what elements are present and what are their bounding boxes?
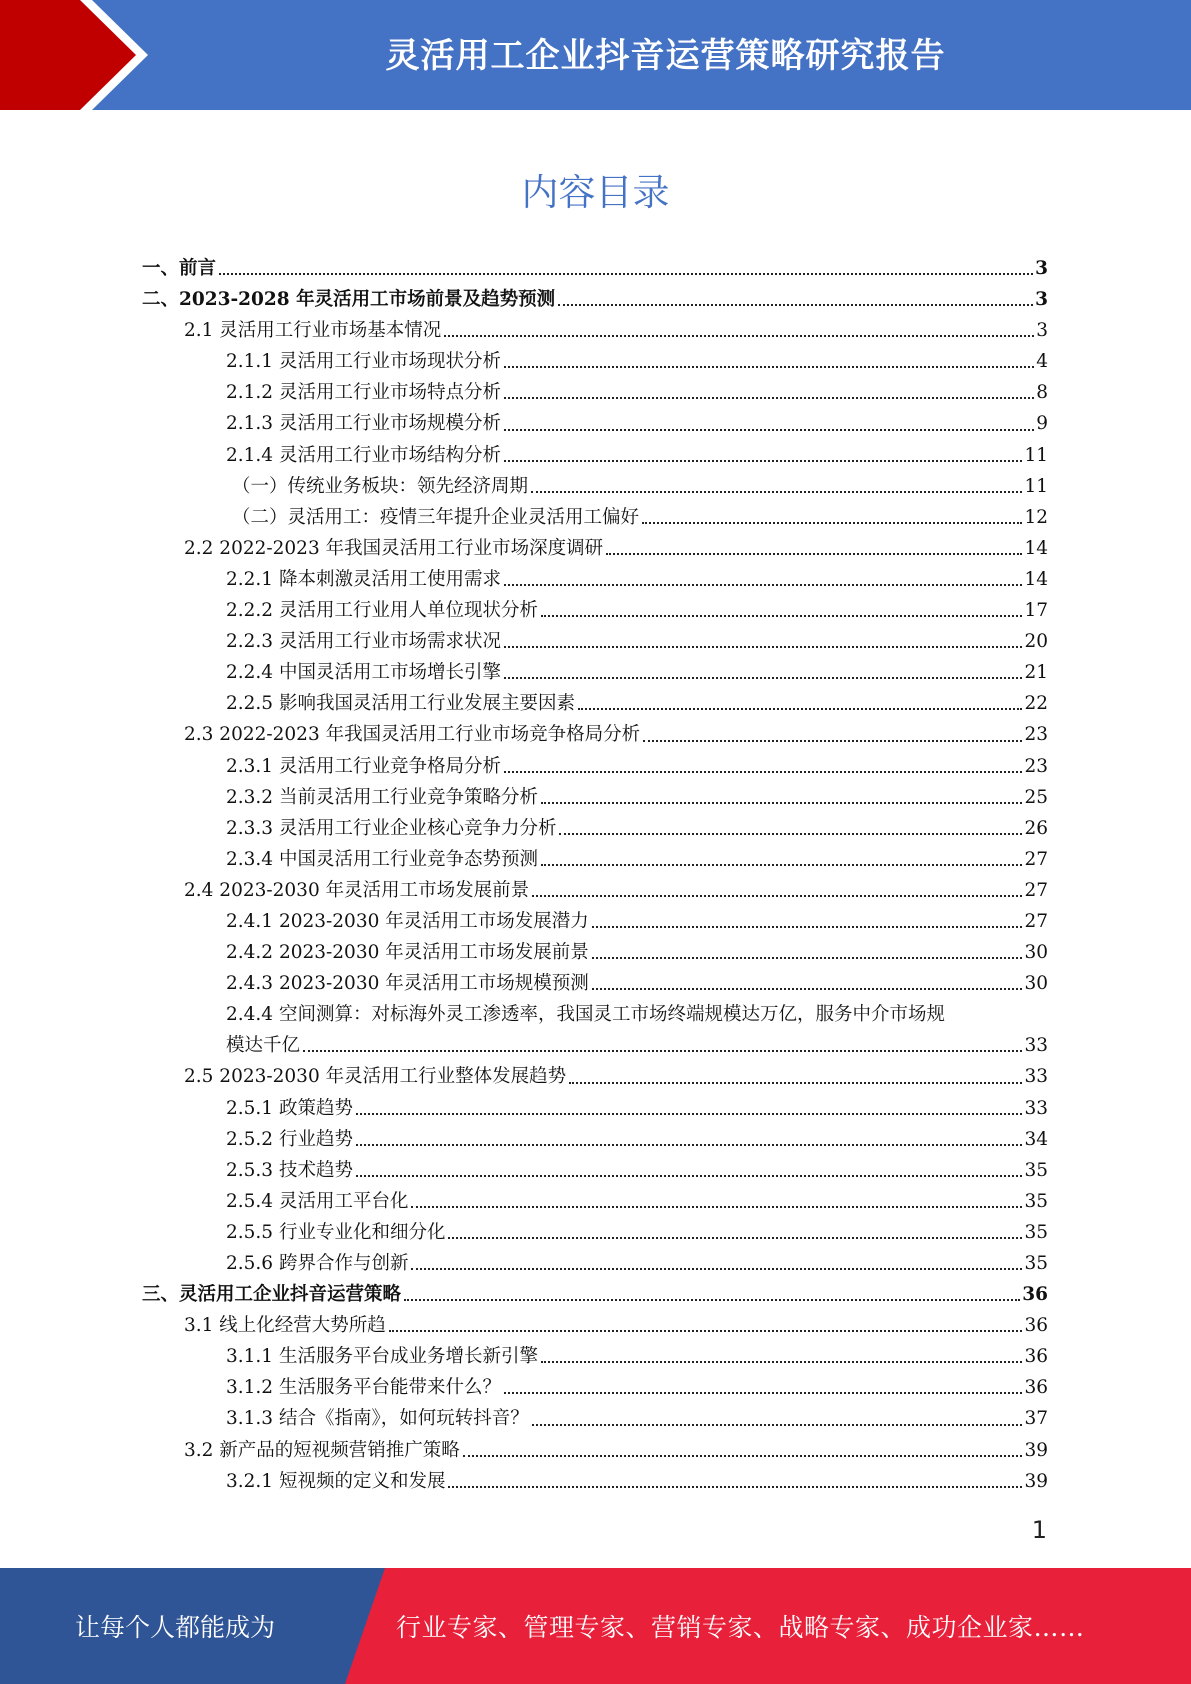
toc-leader-dots <box>531 491 1022 493</box>
toc-leader-dots <box>504 366 1034 368</box>
toc-entry-label: 2.4.4 空间测算：对标海外灵工渗透率，我国灵工市场终端规模达万亿，服务中介市场规 <box>226 1004 945 1026</box>
toc-entry-label: 2.2.4 中国灵活用工市场增长引擎 <box>226 662 501 684</box>
toc-entry[interactable] <box>142 564 1048 595</box>
toc-leader-dots <box>504 1392 1022 1394</box>
toc-leader-dots <box>504 584 1022 586</box>
toc-leader-dots <box>541 802 1022 804</box>
toc-entry-page: 22 <box>1024 693 1048 715</box>
toc-entry[interactable] <box>142 751 1048 782</box>
toc-entry-page: 30 <box>1024 973 1048 995</box>
toc-entry-page: 14 <box>1024 568 1048 590</box>
toc-leader-dots <box>444 335 1034 337</box>
toc-entry-label: 2.5.5 行业专业化和细分化 <box>226 1221 446 1243</box>
page-header <box>0 0 1191 110</box>
toc-entry-label: 三、灵活用工企业抖音运营策略 <box>142 1284 402 1306</box>
toc-entry-label: 2.3.1 灵活用工行业竞争格局分析 <box>226 755 501 777</box>
toc-entry[interactable] <box>142 813 1048 844</box>
toc-entry[interactable] <box>142 1279 1048 1310</box>
toc-entry-label: 2.1.4 灵活用工行业市场结构分析 <box>226 444 501 466</box>
toc-entry-label: 2.1.1 灵活用工行业市场现状分析 <box>226 351 501 373</box>
toc-entry-page: 39 <box>1024 1470 1048 1492</box>
toc-entry[interactable] <box>142 440 1048 471</box>
toc-entry-label: 2.2 2022-2023 年我国灵活用工行业市场深度调研 <box>184 537 604 559</box>
toc-leader-dots <box>558 304 1033 306</box>
toc-leader-dots <box>404 1299 1020 1301</box>
toc-entry[interactable] <box>142 1124 1048 1155</box>
toc-leader-dots <box>463 1455 1023 1457</box>
toc-leader-dots <box>303 1050 1022 1052</box>
toc-entry-label: 2.2.5 影响我国灵活用工行业发展主要因素 <box>226 693 575 715</box>
toc-leader-dots <box>532 895 1022 897</box>
toc-leader-dots <box>504 429 1034 431</box>
toc-entry[interactable] <box>142 408 1048 439</box>
toc-entry-page: 8 <box>1036 382 1048 404</box>
toc-leader-dots <box>504 397 1034 399</box>
toc-entry[interactable] <box>142 1030 1048 1061</box>
toc-entry-page: 26 <box>1024 817 1048 839</box>
toc-leader-dots <box>559 833 1022 835</box>
toc-entry-page: 27 <box>1024 848 1048 870</box>
toc-entry-label: 2.5.2 行业趋势 <box>226 1128 353 1150</box>
toc-entry[interactable] <box>142 1248 1048 1279</box>
toc-entry-page: 21 <box>1024 662 1048 684</box>
toc-entry-label: 3.1 线上化经营大势所趋 <box>184 1315 386 1337</box>
toc-entry[interactable] <box>142 1372 1048 1403</box>
toc-entry-label: 一、前言 <box>142 258 217 279</box>
toc-leader-dots <box>356 1113 1023 1115</box>
toc-entry[interactable] <box>142 626 1048 657</box>
toc-entry-page: 17 <box>1024 600 1048 622</box>
toc-leader-dots <box>504 771 1022 773</box>
toc-entry[interactable] <box>142 657 1048 688</box>
toc-entry-page: 36 <box>1024 1346 1048 1368</box>
toc-leader-dots <box>578 708 1022 710</box>
toc-entry[interactable] <box>142 1466 1048 1497</box>
toc-leader-dots <box>504 646 1022 648</box>
toc-entry-page: 27 <box>1024 910 1048 932</box>
toc-entry-label: （二）灵活用工：疫情三年提升企业灵活用工偏好 <box>232 506 640 528</box>
toc-entry-label: 2.5.4 灵活用工平台化 <box>226 1190 409 1212</box>
toc-entry-label: 2.3.2 当前灵活用工行业竞争策略分析 <box>226 786 538 808</box>
toc-leader-dots <box>541 864 1022 866</box>
toc-entry-page: 3 <box>1036 320 1048 342</box>
toc-entry[interactable] <box>142 844 1048 875</box>
toc-entry-label: 2.5 2023-2030 年灵活用工行业整体发展趋势 <box>184 1066 567 1088</box>
toc-entry-label: 2.3.4 中国灵活用工行业竞争态势预测 <box>226 848 538 870</box>
toc-entry[interactable] <box>142 968 1048 999</box>
toc-entry-page: 25 <box>1024 786 1048 808</box>
toc-entry[interactable] <box>142 377 1048 408</box>
toc-entry[interactable] <box>142 875 1048 906</box>
toc-entry-page: 3 <box>1035 289 1048 311</box>
toc-entry-page: 36 <box>1022 1284 1048 1306</box>
toc-entry[interactable] <box>142 1093 1048 1124</box>
toc-entry[interactable] <box>142 1310 1048 1341</box>
toc-entry-page: 12 <box>1024 506 1048 528</box>
toc-entry[interactable] <box>142 1341 1048 1372</box>
toc-entry-label: 3.1.2 生活服务平台能带来什么？ <box>226 1377 501 1399</box>
toc-entry[interactable] <box>142 471 1048 502</box>
report-title: 灵活用工企业抖音运营策略研究报告 <box>385 35 946 76</box>
toc-leader-dots <box>592 988 1023 990</box>
toc-entry-page: 35 <box>1024 1159 1048 1181</box>
toc-entry[interactable] <box>142 1403 1048 1434</box>
toc-entry[interactable] <box>142 315 1048 346</box>
toc-entry-label: 2.3 2022-2023 年我国灵活用工行业市场竞争格局分析 <box>184 724 641 746</box>
toc-leader-dots <box>569 1082 1022 1084</box>
toc-leader-dots <box>541 615 1022 617</box>
toc-entry-page: 3 <box>1035 258 1048 279</box>
toc-entry-page: 35 <box>1024 1221 1048 1243</box>
toc-entry-label: 3.2 新产品的短视频营销推广策略 <box>184 1439 460 1461</box>
toc-entry-label: 2.2.3 灵活用工行业市场需求状况 <box>226 631 501 653</box>
toc-entry-page: 36 <box>1024 1315 1048 1337</box>
toc-entry-label: 2.2.1 降本刺激灵活用工使用需求 <box>226 568 501 590</box>
toc-entry-page: 9 <box>1036 413 1048 435</box>
toc-entry-label: 2.5.6 跨界合作与创新 <box>226 1253 409 1274</box>
toc-entry-label: 3.1.3 结合《指南》，如何玩转抖音？ <box>226 1408 529 1430</box>
toc-entry[interactable] <box>142 782 1048 813</box>
toc-entry-label: 3.1.1 生活服务平台成业务增长新引擎 <box>226 1346 538 1368</box>
table-of-contents <box>142 253 1048 1497</box>
toc-entry-label: 2.4 2023-2030 年灵活用工市场发展前景 <box>184 879 530 901</box>
toc-entry[interactable] <box>142 502 1048 533</box>
toc-entry-page: 35 <box>1024 1253 1048 1274</box>
toc-entry-label: 模达千亿 <box>226 1035 301 1057</box>
footer-slogan-right: 行业专家、管理专家、营销专家、战略专家、成功企业家…… <box>396 1613 1085 1642</box>
toc-entry-label: 2.2.2 灵活用工行业用人单位现状分析 <box>226 600 538 622</box>
toc-entry-label: 2.3.3 灵活用工行业企业核心竞争力分析 <box>226 817 557 839</box>
toc-leader-dots <box>389 1330 1023 1332</box>
toc-entry-page: 14 <box>1024 537 1048 559</box>
toc-leader-dots <box>541 1361 1022 1363</box>
toc-leader-dots <box>356 1144 1023 1146</box>
toc-entry-label: 2.1.2 灵活用工行业市场特点分析 <box>226 382 501 404</box>
toc-entry-label: （一）传统业务板块：领先经济周期 <box>232 475 529 497</box>
toc-leader-dots <box>592 926 1023 928</box>
toc-entry-page: 33 <box>1024 1097 1048 1119</box>
toc-entry[interactable] <box>142 906 1048 937</box>
toc-entry-label: 2.5.1 政策趋势 <box>226 1097 353 1119</box>
toc-entry[interactable] <box>142 595 1048 626</box>
toc-entry-page: 20 <box>1024 631 1048 653</box>
page-footer <box>0 1568 1191 1684</box>
footer-slogan-left: 让每个人都能成为 <box>74 1613 275 1642</box>
toc-entry-page: 34 <box>1024 1128 1048 1150</box>
toc-entry-page: 30 <box>1024 942 1048 964</box>
toc-entry-page: 23 <box>1024 724 1048 746</box>
toc-entry[interactable] <box>142 688 1048 719</box>
toc-entry[interactable] <box>142 937 1048 968</box>
toc-entry-page: 23 <box>1024 755 1048 777</box>
toc-entry[interactable] <box>142 346 1048 377</box>
toc-leader-dots <box>219 273 1033 275</box>
toc-entry-page: 4 <box>1036 351 1048 373</box>
toc-entry-page: 33 <box>1024 1066 1048 1088</box>
toc-entry[interactable] <box>142 253 1048 284</box>
toc-entry-page: 11 <box>1024 475 1048 497</box>
toc-leader-dots <box>448 1486 1022 1488</box>
toc-entry-page: 37 <box>1024 1408 1048 1430</box>
toc-title: 内容目录 <box>521 171 670 214</box>
toc-entry-page: 36 <box>1024 1377 1048 1399</box>
toc-entry-label: 2.5.3 技术趋势 <box>226 1159 353 1181</box>
toc-entry-label: 2.4.1 2023-2030 年灵活用工市场发展潜力 <box>226 910 589 932</box>
toc-entry[interactable] <box>142 1155 1048 1186</box>
toc-entry-label: 2.4.2 2023-2030 年灵活用工市场发展前景 <box>226 942 589 964</box>
toc-entry-label: 2.4.3 2023-2030 年灵活用工市场规模预测 <box>226 973 589 995</box>
toc-leader-dots <box>592 957 1023 959</box>
toc-entry-page: 35 <box>1024 1190 1048 1212</box>
toc-leader-dots <box>411 1268 1022 1270</box>
toc-entry-page: 11 <box>1024 444 1048 466</box>
toc-entry[interactable] <box>142 1217 1048 1248</box>
toc-leader-dots <box>643 740 1022 742</box>
toc-entry-label: 2.1 灵活用工行业市场基本情况 <box>184 320 442 342</box>
toc-entry[interactable] <box>142 1061 1048 1092</box>
toc-entry-label: 3.2.1 短视频的定义和发展 <box>226 1470 446 1492</box>
toc-entry-label: 二、2023-2028 年灵活用工市场前景及趋势预测 <box>142 289 556 311</box>
toc-leader-dots <box>356 1175 1023 1177</box>
toc-entry[interactable] <box>142 1435 1048 1466</box>
toc-entry-page: 39 <box>1024 1439 1048 1461</box>
toc-entry-label: 2.1.3 灵活用工行业市场规模分析 <box>226 413 501 435</box>
toc-entry[interactable] <box>142 284 1048 315</box>
page-number: 1 <box>1031 1516 1047 1544</box>
toc-leader-dots <box>504 460 1022 462</box>
toc-leader-dots <box>642 522 1022 524</box>
toc-leader-dots <box>411 1206 1022 1208</box>
toc-entry[interactable] <box>142 999 1048 1030</box>
toc-leader-dots <box>606 553 1022 555</box>
toc-leader-dots <box>504 677 1022 679</box>
toc-entry[interactable] <box>142 1186 1048 1217</box>
toc-entry[interactable] <box>142 533 1048 564</box>
toc-entry[interactable] <box>142 719 1048 750</box>
toc-leader-dots <box>532 1424 1023 1426</box>
toc-leader-dots <box>448 1237 1022 1239</box>
toc-entry-page: 27 <box>1024 879 1048 901</box>
toc-entry-page: 33 <box>1024 1035 1048 1057</box>
